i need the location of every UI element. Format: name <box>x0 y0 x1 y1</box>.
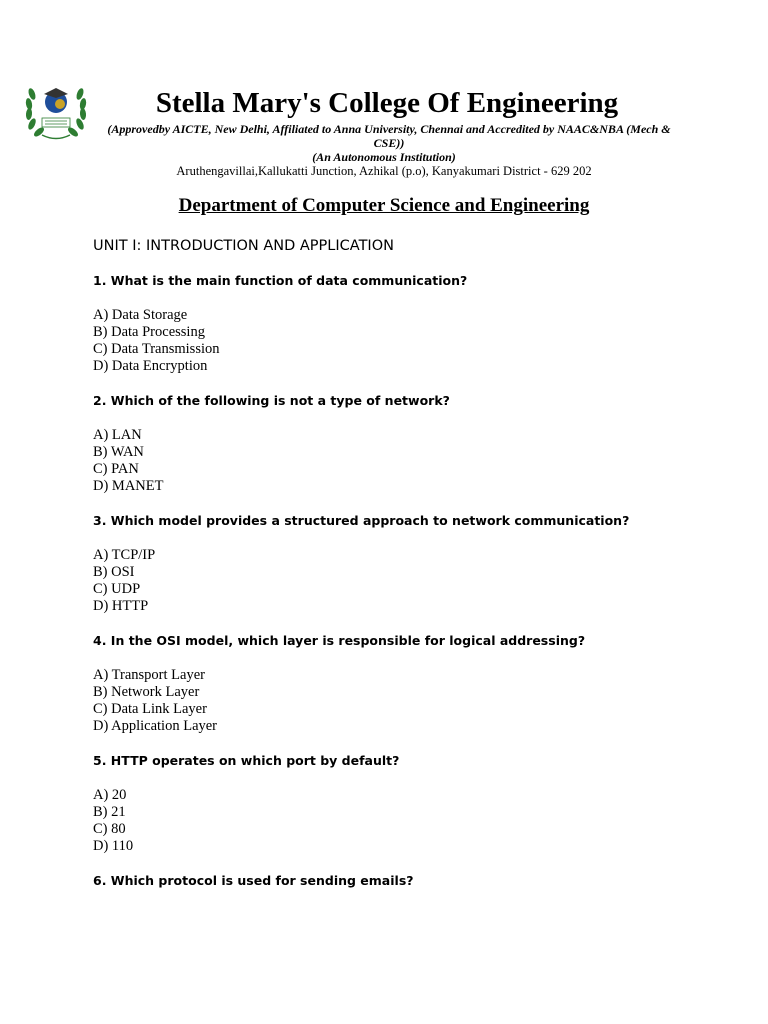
option-b: B) OSI <box>93 564 135 580</box>
option-d: D) Data Encryption <box>93 358 208 374</box>
question-text: 1. What is the main function of data communication? <box>93 273 468 288</box>
college-address: Aruthengavillai,Kallukatti Junction, Azhikal (p.o), Kanyakumari District - 629 202 <box>176 164 592 178</box>
option-c: C) UDP <box>93 581 141 597</box>
option-d: D) MANET <box>93 478 164 494</box>
question-1 <box>93 273 733 375</box>
approval-text: (Approvedby AICTE, New Delhi, Affiliated to Anna University, Chennai and Accredited by NAAC&NBA (Mech & CSE)) <box>107 122 671 150</box>
question-4 <box>93 633 733 735</box>
department-title: Department of Computer Science and Engineering <box>178 195 590 216</box>
question-2 <box>93 393 733 495</box>
question-text: 6. Which protocol is used for sending emails? <box>93 873 414 888</box>
option-c: C) Data Transmission <box>93 341 220 357</box>
question-5 <box>93 753 733 855</box>
question-6 <box>93 873 733 889</box>
option-c: C) PAN <box>93 461 139 477</box>
option-list <box>93 667 733 735</box>
option-list <box>93 787 733 855</box>
option-d: D) HTTP <box>93 598 149 614</box>
option-d: D) Application Layer <box>93 718 218 734</box>
option-a: A) LAN <box>93 427 142 443</box>
option-c: C) 80 <box>93 821 126 837</box>
option-list <box>93 427 733 495</box>
unit-title: UNIT I: INTRODUCTION AND APPLICATION <box>93 238 394 254</box>
college-header <box>0 84 768 178</box>
college-name: Stella Mary's College Of Engineering <box>155 87 619 119</box>
question-3 <box>93 513 733 615</box>
option-a: A) TCP/IP <box>93 547 156 563</box>
question-text: 5. HTTP operates on which port by default? <box>93 753 400 768</box>
question-text: 2. Which of the following is not a type of network? <box>93 393 450 408</box>
autonomous-text: (An Autonomous Institution) <box>312 150 456 164</box>
option-list <box>93 307 733 375</box>
option-b: B) Data Processing <box>93 324 205 340</box>
question-text: 3. Which model provides a structured approach to network communication? <box>93 513 630 528</box>
option-list <box>93 547 733 615</box>
option-a: A) Transport Layer <box>93 667 205 683</box>
option-d: D) 110 <box>93 838 134 854</box>
question-text: 4. In the OSI model, which layer is responsible for logical addressing? <box>93 633 586 648</box>
option-a: A) Data Storage <box>93 307 188 323</box>
option-b: B) WAN <box>93 444 144 460</box>
option-a: A) 20 <box>93 787 127 803</box>
option-b: B) Network Layer <box>93 684 200 700</box>
option-c: C) Data Link Layer <box>93 701 207 717</box>
question-content <box>93 236 733 907</box>
option-b: B) 21 <box>93 804 126 820</box>
